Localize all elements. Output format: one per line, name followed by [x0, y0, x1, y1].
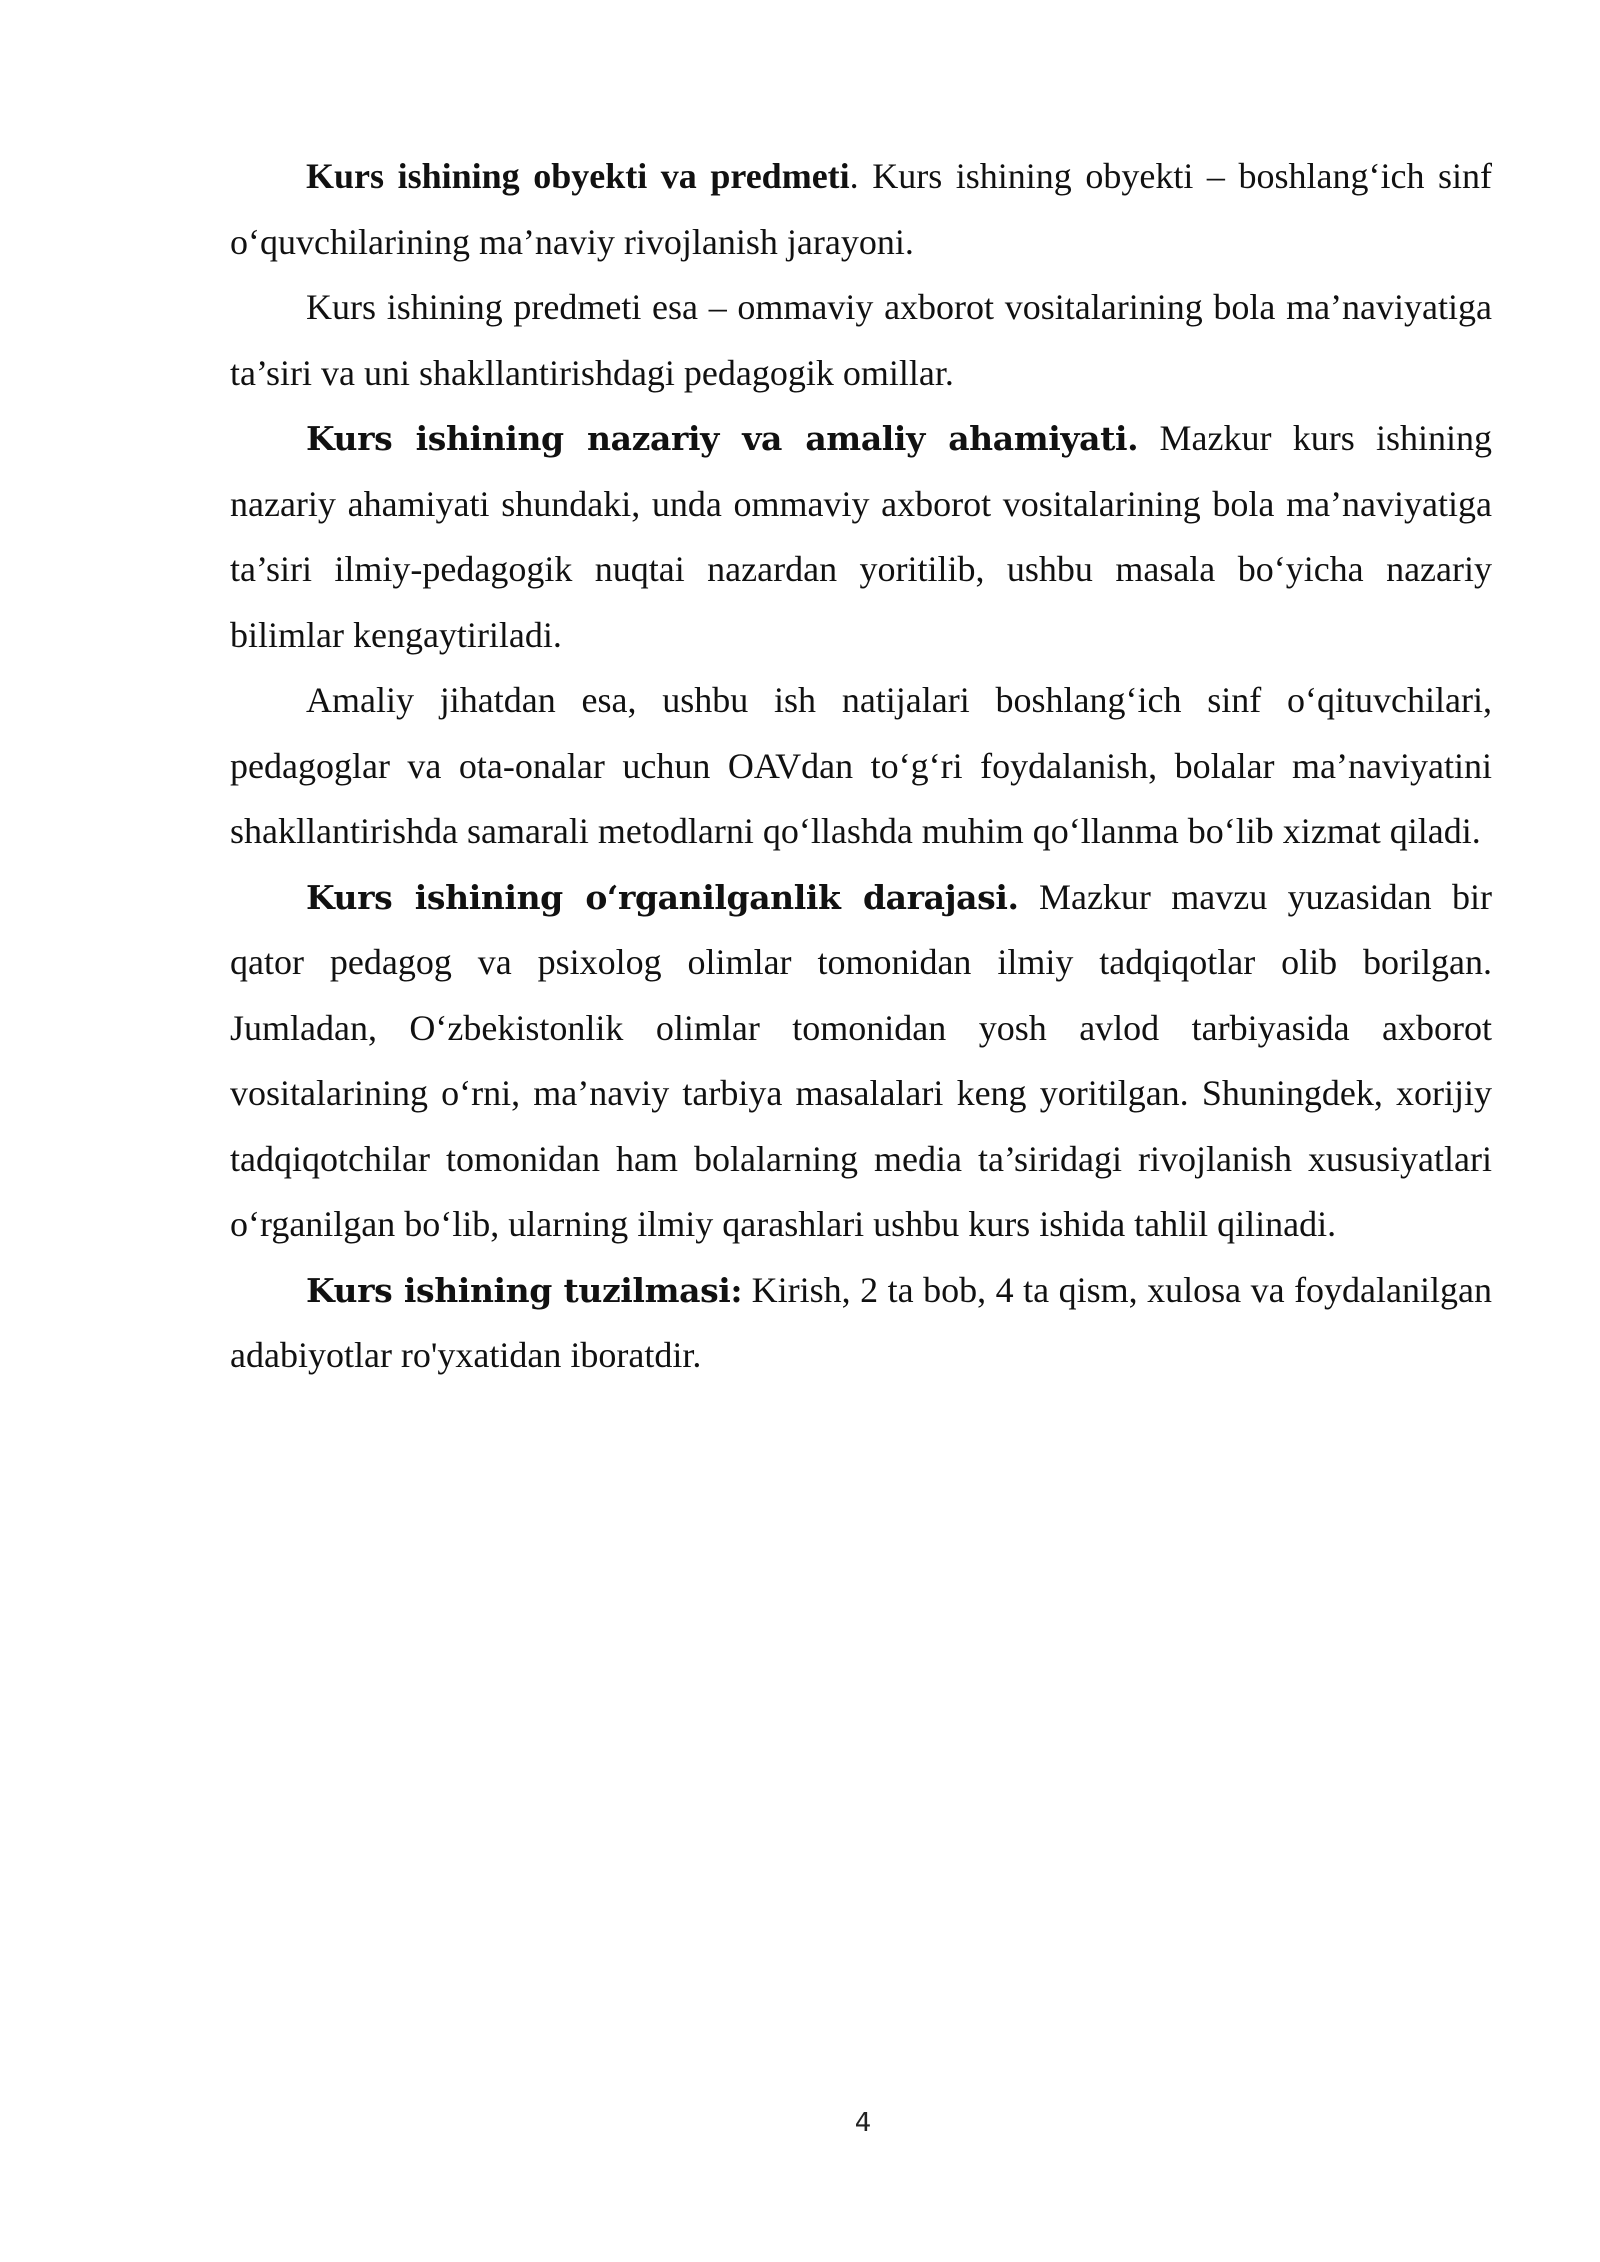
paragraph-heading: Kurs ishining obyekti va predmeti: [306, 156, 850, 196]
paragraph-structure: [230, 1258, 1492, 1389]
page-number: 4: [854, 2108, 872, 2138]
paragraph-body: Kurs ishining predmeti esa – ommaviy axborot vositalarining bola ma’naviyatiga ta’siri va uni shakllantirishdagi pedagogik omillar.: [230, 287, 1492, 393]
paragraph-subject: [230, 275, 1492, 406]
body-text: [230, 144, 1492, 1389]
paragraph-object-subject: [230, 144, 1492, 275]
paragraph-study-level: [230, 865, 1492, 1258]
paragraph-body: . Kurs ishining obyekti – boshlang‘ich sinf o‘quvchilarining ma’naviy rivojlanish jarayoni.: [230, 156, 1492, 262]
paragraph-heading: Kurs ishining o‘rganilganlik darajasi.: [306, 877, 1019, 917]
paragraph-heading: Kurs ishining nazariy va amaliy ahamiyati.: [306, 419, 1139, 458]
paragraph-body: Mazkur kurs ishining nazariy ahamiyati shundaki, unda ommaviy axborot vositalarining bola ma’naviyatiga ta’siri ilmiy-pedagogik nuqtai nazardan yoritilib, ushbu masala bo‘yicha nazariy bilimlar kengaytiriladi.: [230, 418, 1492, 655]
paragraph-body: Mazkur mavzu yuzasidan bir qator pedagog va psixolog olimlar tomonidan ilmiy tadqiqotlar olib borilgan. Jumladan, O‘zbekistonlik olimlar tomonidan yosh avlod tarbiyasida axborot vositalarining o‘rni, ma’naviy tarbiya masalalari keng yoritilgan. Shuningdek, xorijiy tadqiqotchilar tomonidan ham bolalarning media ta’siridagi rivojlanish xususiyatlari o‘rganilgan bo‘lib, ularning ilmiy qarashlari ushbu kurs ishida tahlil qilinadi.: [230, 876, 1492, 1244]
paragraph-practical: [230, 668, 1492, 865]
paragraph-heading: Kurs ishining tuzilmasi:: [306, 1270, 743, 1310]
paragraph-body: Amaliy jihatdan esa, ushbu ish natijalari boshlang‘ich sinf o‘qituvchilari, pedagoglar va ota-onalar uchun OAVdan to‘g‘ri foydalanish, bolalar ma’naviyatini shakllantirishda samarali metodlarni qo‘llashda muhim qo‘llanma bo‘lib xizmat qiladi.: [230, 680, 1492, 851]
paragraph-body: Kirish, 2 ta bob, 4 ta qism, xulosa va foydalanilgan adabiyotlar ro'yxatidan iboratdir.: [230, 1269, 1492, 1375]
paragraph-significance: [230, 406, 1492, 668]
